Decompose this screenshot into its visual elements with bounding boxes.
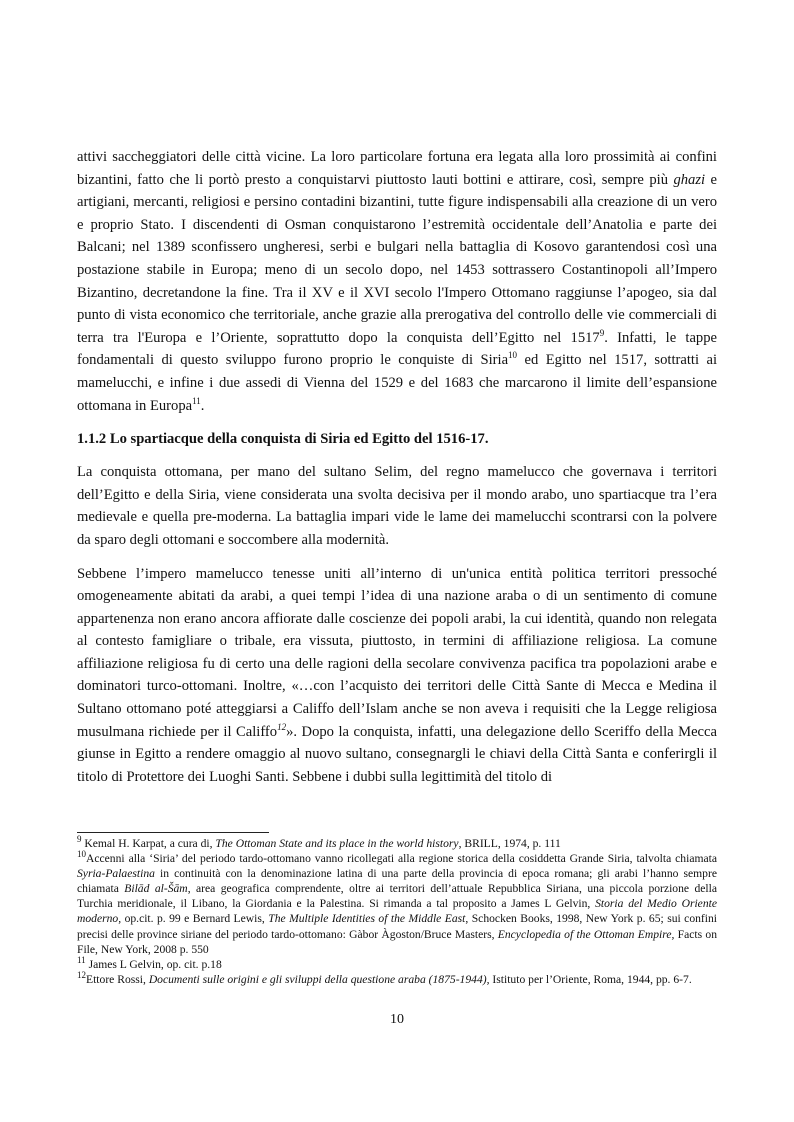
italic-text: Encyclopedia of the Ottoman Empire, [497, 927, 675, 941]
footnote-separator [77, 832, 269, 833]
text-run: ed Egitto nel 1517, sottratti ai mamelucchi, e infine i due assedi di Vienna del 1529 e del 1683 che marcarono il limite dell’espansione ottomana in Europa [77, 352, 717, 414]
footnotes [77, 836, 717, 987]
text-run: , area geografica comprendente, oltre ai territori dell’attuale Repubblica Siriana, una piccola porzione della Turchia meridionale, il Libano, la Giordania e la Palestina. Si rimanda a tal proposito a James L Gelvin, [77, 882, 717, 911]
text-run: op.cit. p. 99 e Bernard Lewis, [121, 912, 269, 926]
text-run: e artigiani, mercanti, religiosi e persino contadini bizantini, tutte figure indispensabili alla creazione di un vero e proprio Stato. I discendenti di Osman conquistarono l’estremità occidentale dell’Anatolia e parte dei Balcani; nel 1389 sconfissero ungheresi, serbi e bulgari nella battaglia di Kosovo garantendosi così una postazione stabile in Europa; meno di un secolo dopo, nel 1453 sottrassero Costantinopoli all’Impero Bizantino, decretandone la fine. Tra il XV e il XVI secolo l'Impero Ottomano raggiunse l’apogeo, sia dal punto di vista economico che territoriale, anche grazie alla prerogativa del controllo delle vie commerciali di terra tra l'Europa e l’Oriente, soprattutto dopo la conquista dell’Egitto nel 1517 [77, 171, 717, 346]
footnote-ref: 12 [277, 721, 287, 732]
text-run: in continuità con la denominazione latina di una parte della provincia di epoca romana; gli arabi l’hanno sempre chiamata [77, 867, 717, 896]
text-run: Kemal H. Karpat, a cura di, [81, 837, 216, 850]
footnote-ref: 11 [77, 954, 86, 965]
footnote-ref: 12 [77, 969, 86, 980]
footnote-11 [77, 954, 717, 972]
footnote-10 [77, 851, 717, 957]
footnote-ref: 10 [77, 849, 86, 860]
text-run: Ettore Rossi, [86, 972, 149, 986]
italic-text: Bilād al-Šām [124, 882, 188, 896]
paragraph-ottoman-conquest [77, 461, 717, 551]
footnote-ref: 10 [508, 350, 518, 361]
text-run: . [200, 397, 205, 414]
paragraph-ottoman-expansion [77, 146, 717, 417]
text-run: . Infatti, le tappe fondamentali di questo sviluppo furono proprio le conquiste di Siria [77, 329, 717, 369]
italic-text: Documenti sulle origini e gli sviluppi della questione araba (1875-1944), [148, 972, 490, 986]
italic-text: The Multiple Identities of the Middle East [268, 912, 466, 926]
italic-text: Storia del Medio Oriente moderno, [77, 897, 717, 926]
text-run: Accenni alla ‘Siria’ del periodo tardo-ottomano vanno ricollegati alla regione storica della cosiddetta Grande Siria, talvolta chiamata [86, 852, 717, 866]
text-run: , BRILL, 1974, p. 111 [458, 837, 561, 850]
paragraph-mamluk-empire [77, 563, 717, 789]
text-run: ». Dopo la conquista, infatti, una delegazione dello Sceriffo della Mecca giunse in Egitto a rendere omaggio al nuovo sultano, consegnargli le chiavi della Città Santa e conferirgli il titolo di Protettore dei Luoghi Santi. Sebbene i dubbi sulla legittimità del titolo di [77, 723, 717, 785]
section-heading: 1.1.2 Lo spartiacque della conquista di Siria ed Egitto del 1516-17. [77, 431, 489, 448]
text-run: Istituto per l’Oriente, Roma, 1944, pp. 6-7. [489, 972, 692, 986]
text-run: Facts on File, New York, 2008 p. 550 [77, 927, 718, 956]
footnote-ref: 9 [77, 834, 82, 845]
footnote-9 [77, 836, 717, 851]
page-number: 10 [390, 1012, 404, 1027]
italic-text: The Ottoman State and its place in the world history [215, 837, 459, 850]
footnote-ref: 9 [599, 327, 605, 338]
text-run: James L Gelvin, op. cit. p.18 [85, 957, 222, 971]
text-run: Sebbene l’impero mamelucco tenesse uniti all’interno di un'unica entità politica territori pressoché omogeneamente abitati da arabi, a quei tempi l’idea di una nazione araba o di un sentimento di comune appartenenza non erano ancora affiorate dalle coscienze dei popoli arabi, la cui identità, quando non relegata al contesto famigliare o tribale, era vissuta, piuttosto, in termini di affiliazione religiosa. La comune affiliazione religiosa fu di certo una delle ragioni della secolare convivenza pacifica tra popolazioni arabe e dominatori turco-ottomani. Inoltre, «…con l’acquisto dei territori delle Città Sante di Mecca e Medina il Sultano ottomano poté atteggiarsi a Califfo dell’Islam anche se non aveva i requisiti che la Legge religiosa musulmana richiede per il Califfo [77, 565, 717, 740]
footnote-ref: 11 [192, 395, 201, 406]
footnote-12 [77, 969, 717, 987]
italic-text: ghazi [673, 171, 706, 188]
main-text [77, 146, 717, 788]
text-run: La conquista ottomana, per mano del sultano Selim, del regno mamelucco che governava i territori dell’Egitto e della Siria, viene considerata una svolta decisiva per il mondo arabo, uno spartiacque tra l’era medievale e quella pre-moderna. La battaglia impari vide le lame dei mamelucchi scontrarsi con la polvere da sparo degli ottomani e soccombere alla modernità. [77, 464, 717, 548]
text-run: attivi saccheggiatori delle città vicine. La loro particolare fortuna era legata alla loro prossimità ai confini bizantini, fatto che li portò presto a conquistarvi piuttosto lauti bottini e attirare, così, sempre più [77, 149, 717, 188]
text-run: , Schocken Books, 1998, New York p. 65; sui confini precisi delle province siriane del periodo tardo-ottomano: Gàbor Àgoston/Bruce Masters, [77, 912, 718, 941]
italic-text: Syria-Palaestina [77, 867, 155, 881]
